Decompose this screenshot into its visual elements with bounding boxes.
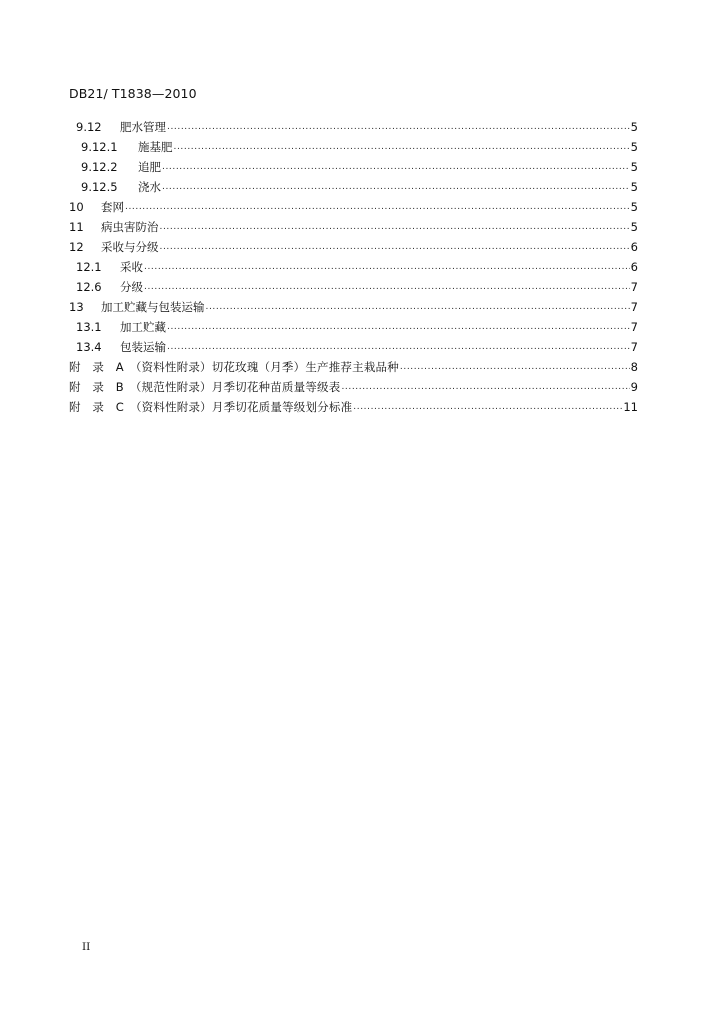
toc-entry-title: 附 录 B （规范性附录）月季切花种苗质量等级表 [69,380,341,394]
toc-entry-page: 6 [630,240,638,254]
toc-entry[interactable] [69,217,638,237]
toc-entry-title: 施基肥 [138,140,173,154]
dot-leader [341,380,629,397]
toc-entry-title: 采收与分级 [101,240,159,254]
dot-leader [160,220,630,237]
toc-entry-page: 7 [630,320,638,334]
toc-entry-page: 5 [630,200,638,214]
toc-entry-title: 附 录 C （资料性附录）月季切花质量等级划分标准 [69,400,353,414]
toc-entry-page: 5 [630,140,638,154]
toc-entry-title: 病虫害防治 [101,220,159,234]
dot-leader [162,160,630,177]
dot-leader [174,140,630,157]
toc-entry[interactable] [69,277,638,297]
toc-entry-page: 5 [630,220,638,234]
dot-leader [353,400,622,417]
toc-entry-appendix[interactable] [69,377,638,397]
toc-entry-page: 11 [623,400,638,414]
toc-entry-appendix[interactable] [69,397,638,417]
dot-leader [162,180,630,197]
table-of-contents [69,117,638,417]
toc-entry-page: 7 [630,300,638,314]
toc-entry-page: 7 [630,280,638,294]
toc-entry-title: 加工贮藏 [120,320,166,334]
toc-entry[interactable] [69,117,638,137]
dot-leader [144,260,630,277]
toc-entry-number: 13 [69,300,84,314]
toc-entry-number: 13.4 [76,340,102,354]
toc-entry-page: 5 [630,160,638,174]
toc-entry-number: 10 [69,200,84,214]
toc-entry-title: 肥水管理 [120,120,166,134]
toc-entry-number: 9.12.5 [81,180,118,194]
toc-entry-title: 加工贮藏与包装运输 [101,300,205,314]
toc-entry[interactable] [69,157,638,177]
toc-entry[interactable] [69,197,638,217]
toc-entry-title: 浇水 [138,180,161,194]
toc-entry-number: 12 [69,240,84,254]
toc-entry-page: 8 [630,360,638,374]
toc-entry-title: 追肥 [138,160,161,174]
toc-entry-number: 13.1 [76,320,102,334]
toc-entry-page: 7 [630,340,638,354]
dot-leader [144,280,630,297]
toc-entry-title: 附 录 A （资料性附录）切花玫瑰（月季）生产推荐主栽品种 [69,360,399,374]
toc-entry-number: 9.12.1 [81,140,118,154]
toc-entry-page: 5 [630,120,638,134]
toc-entry[interactable] [69,237,638,257]
toc-entry[interactable] [69,137,638,157]
standard-code-header: DB21/ T1838—2010 [69,86,197,101]
toc-entry-page: 9 [630,380,638,394]
dot-leader [160,240,630,257]
toc-entry-number: 11 [69,220,84,234]
toc-entry-number: 12.1 [76,260,102,274]
toc-entry-title: 分级 [120,280,143,294]
toc-entry-number: 9.12.2 [81,160,118,174]
dot-leader [125,200,630,217]
toc-entry[interactable] [69,337,638,357]
page-number-footer: II [82,941,91,953]
toc-entry-title: 包装运输 [120,340,166,354]
toc-entry-number: 12.6 [76,280,102,294]
toc-entry-page: 6 [630,260,638,274]
toc-entry-title: 采收 [120,260,143,274]
dot-leader [167,340,630,357]
dot-leader [167,120,630,137]
toc-entry[interactable] [69,177,638,197]
toc-entry[interactable] [69,297,638,317]
toc-entry-appendix[interactable] [69,357,638,377]
dot-leader [206,300,630,317]
toc-entry-page: 5 [630,180,638,194]
toc-entry-number: 9.12 [76,120,102,134]
toc-entry-title: 套网 [101,200,124,214]
toc-entry[interactable] [69,317,638,337]
dot-leader [400,360,630,377]
dot-leader [167,320,630,337]
toc-entry[interactable] [69,257,638,277]
